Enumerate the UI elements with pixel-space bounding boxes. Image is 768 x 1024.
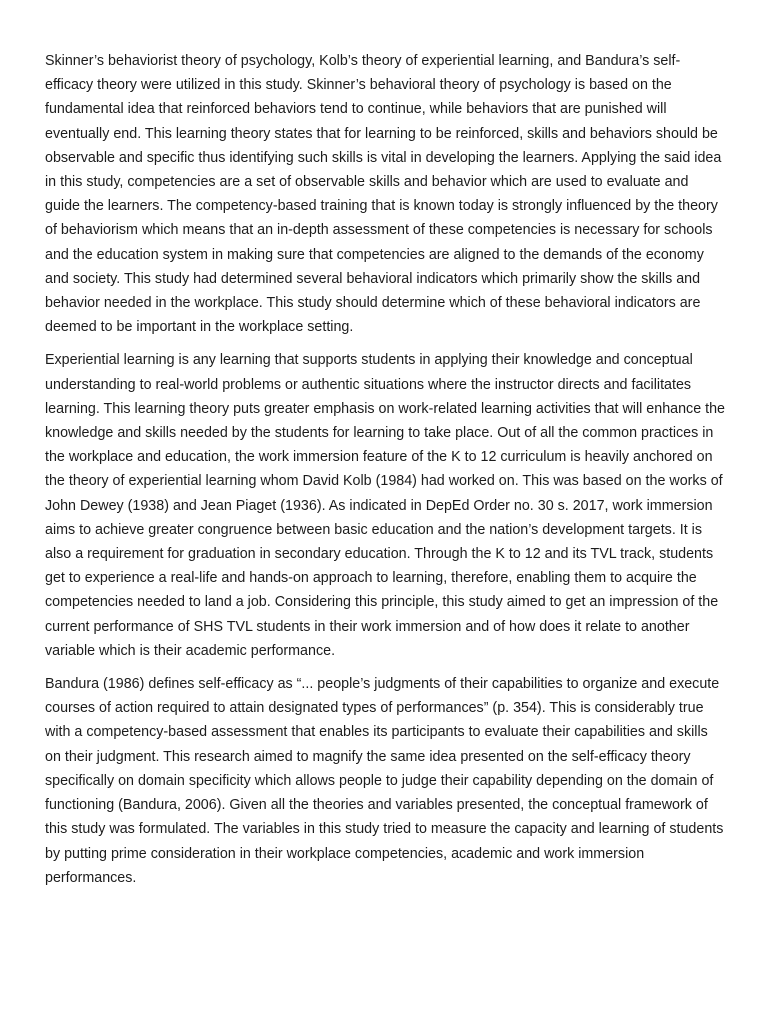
paragraph-theories-behaviorism: Skinner’s behaviorist theory of psychology, Kolb’s theory of experiential learning, and Bandura’s self-efficacy theory were utilized in this study. Skinner’s behavioral theory of psychology is based on the fundamental idea that reinforced behaviors tend to continue, while behaviors that are punished will eventually end. This learning theory states that for learning to be reinforced, skills and behaviors should be observable and specific thus identifying such skills is vital in developing the learners. Applying the said idea in this study, competencies are a set of observable skills and behavior which are used to evaluate and guide the learners. The competency-based training that is known today is strongly influenced by the theory of behaviorism which means that an in-depth assessment of these competencies is necessary for schools and the education system in making sure that competencies are aligned to the demands of the economy and society. This study had determined several behavioral indicators which primarily show the skills and behavior needed in the workplace. This study should determine which of these behavioral indicators are deemed to be important in the workplace setting. [45, 53, 722, 336]
document-page [45, 49, 725, 899]
paragraph-experiential-learning: Experiential learning is any learning that supports students in applying their knowledge and conceptual understanding to real-world problems or authentic situations where the instructor directs and facilitates learning. This learning theory puts greater emphasis on work-related learning activities that will enhance the knowledge and skills needed by the students for learning to take place. Out of all the common practices in the workplace and education, the work immersion feature of the K to 12 curriculum is heavily anchored on the theory of experiential learning whom David Kolb (1984) had worked on. This was based on the works of John Dewey (1938) and Jean Piaget (1936). As indicated in DepEd Order no. 30 s. 2017, work immersion aims to achieve greater congruence between basic education and the nation’s development targets. It is also a requirement for graduation in secondary education. Through the K to 12 and its TVL track, students get to experience a real-life and hands-on approach to learning, therefore, enabling them to acquire the competencies needed to land a job. Considering this principle, this study aimed to get an impression of the current performance of SHS TVL students in their work immersion and of how does it relate to another variable which is their academic performance. [45, 352, 726, 659]
paragraph-self-efficacy: Bandura (1986) defines self-efficacy as “... people’s judgments of their capabilities to organize and execute courses of action required to attain designated types of performances” (p. 354). This is considerably true with a competency-based assessment that enables its participants to evaluate their capabilities and skills on their judgment. This research aimed to magnify the same idea presented on the self-efficacy theory specifically on domain specificity which allows people to judge their capability depending on the domain of functioning (Bandura, 2006). Given all the theories and variables presented, the conceptual framework of this study was formulated. The variables in this study tried to measure the capacity and learning of students by putting prime consideration in their workplace competencies, academic and work immersion performances. [45, 676, 724, 886]
